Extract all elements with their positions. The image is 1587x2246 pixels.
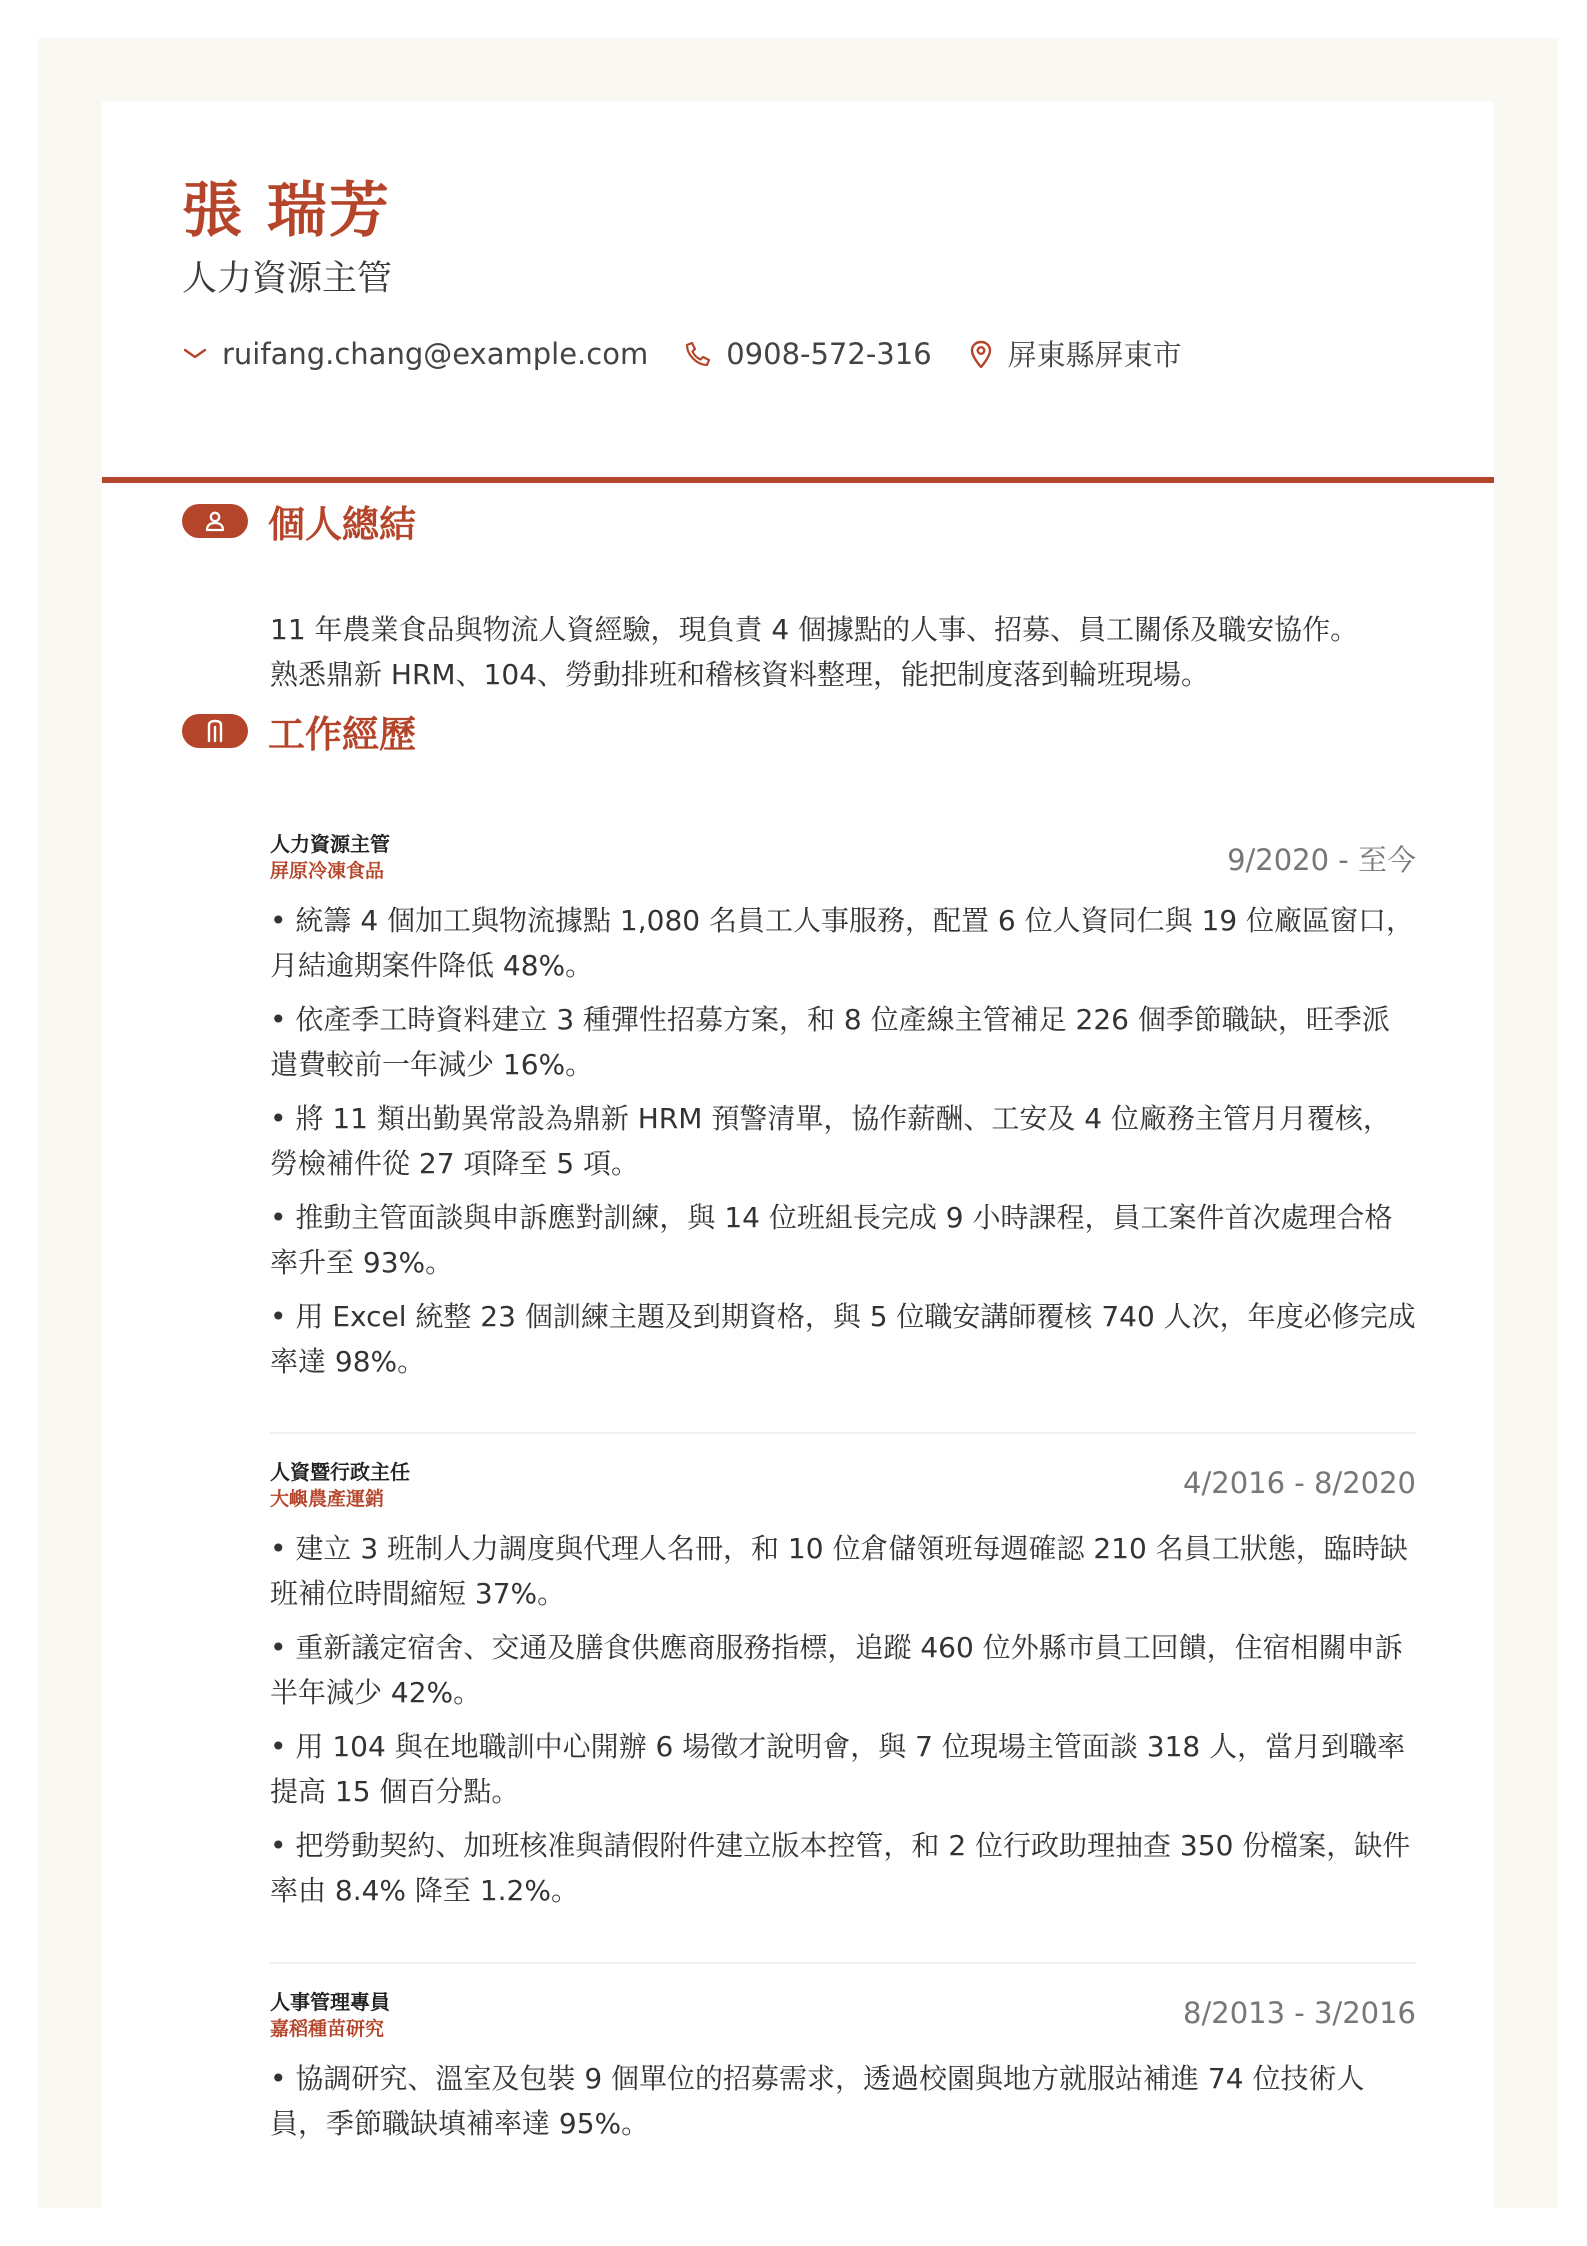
summary-text: 11 年農業食品與物流人資經驗，現負責 4 個據點的人事、招募、員工關係及職安協作。熟悉鼎新 HRM、104、勞動排班和稽核資料整理，能把制度落到輪班現場。 xyxy=(270,613,1359,691)
job-bullets xyxy=(270,1526,1416,1913)
job-bullet: • 用 104 與在地職訓中心開辦 6 場徵才說明會，與 7 位現場主管面談 318 人，當月到職率提高 15 個百分點。 xyxy=(270,1730,1406,1808)
contact-phone[interactable] xyxy=(684,337,931,371)
job-bullet: • 推動主管面談與申訴應對訓練，與 14 位班組長完成 9 小時課程，員工案件首次處理合格率升至 93%。 xyxy=(270,1201,1393,1279)
experience-badge xyxy=(182,714,248,748)
job-bullet: • 重新議定宿舍、交通及膳食供應商服務指標，追蹤 460 位外縣市員工回饋，住宿相關申訴半年減少 42%。 xyxy=(270,1631,1403,1709)
job-bullet: • 協調研究、溫室及包裝 9 個單位的招募需求，透過校園與地方就服站補進 74 位技術人員，季節職缺填補率達 95%。 xyxy=(270,2062,1365,2140)
job-title: 人事管理專員 xyxy=(270,1990,390,2014)
candidate-name: 張 瑞芳 xyxy=(182,176,391,246)
person-icon xyxy=(203,509,227,533)
email-icon xyxy=(182,341,208,367)
job-bullet: • 將 11 類出勤異常設為鼎新 HRM 預警清單，協作薪酬、工安及 4 位廠務主管月月覆核，勞檢補件從 27 項降至 5 項。 xyxy=(270,1102,1391,1180)
job-title: 人力資源主管 xyxy=(270,832,390,856)
contact-email[interactable] xyxy=(182,337,648,371)
job-bullets xyxy=(270,2056,1416,2146)
briefcase-icon xyxy=(204,719,226,743)
email-text[interactable]: ruifang.chang@example.com xyxy=(222,336,649,371)
phone-icon xyxy=(684,340,712,368)
job-bullet: • 建立 3 班制人力調度與代理人名冊，和 10 位倉儲領班每週確認 210 名員工狀態，臨時缺班補位時間縮短 37%。 xyxy=(270,1532,1408,1610)
experience-heading xyxy=(182,704,416,758)
job-company: 屏原冷凍食品 xyxy=(270,860,385,882)
location-text: 屏東縣屏東市 xyxy=(1007,338,1182,372)
summary-title: 個人總結 xyxy=(268,503,416,546)
job-entry xyxy=(270,1988,1416,2155)
job-company: 嘉稻種苗研究 xyxy=(270,2018,385,2040)
contact-location xyxy=(968,333,1182,374)
candidate-role: 人力資源主管 xyxy=(182,259,393,299)
job-bullets xyxy=(270,898,1416,1384)
job-dates: 9/2020 - 至今 xyxy=(1227,843,1416,877)
job-bullet: • 把勞動契約、加班核准與請假附件建立版本控管，和 2 位行政助理抽查 350 份檔案，缺件率由 8.4% 降至 1.2%。 xyxy=(270,1829,1411,1907)
job-entry xyxy=(270,830,1416,1393)
phone-text[interactable]: 0908-572-316 xyxy=(726,336,932,371)
job-title: 人資暨行政主任 xyxy=(270,1460,410,1484)
header-divider xyxy=(102,477,1494,483)
job-dates: 4/2016 - 8/2020 xyxy=(1183,1466,1416,1500)
job-dates: 8/2013 - 3/2016 xyxy=(1183,1996,1416,2030)
contact-bar xyxy=(182,333,1218,374)
location-icon xyxy=(968,339,994,369)
job-company: 大嶼農產運銷 xyxy=(270,1488,385,1510)
experience-title: 工作經歷 xyxy=(268,713,416,756)
job-bullet: • 用 Excel 統整 23 個訓練主題及到期資格，與 5 位職安講師覆核 740 人次，年度必修完成率達 98%。 xyxy=(270,1300,1416,1378)
job-divider xyxy=(270,1962,1416,1964)
page-background xyxy=(38,38,1558,2208)
job-bullet: • 統籌 4 個加工與物流據點 1,080 名員工人事服務，配置 6 位人資同仁與 19 位廠區窗口，月結逾期案件降低 48%。 xyxy=(270,904,1415,982)
job-divider xyxy=(270,1432,1416,1434)
job-entry xyxy=(270,1458,1416,1922)
summary-heading xyxy=(182,494,416,548)
job-bullet: • 依產季工時資料建立 3 種彈性招募方案，和 8 位產線主管補足 226 個季節職缺，旺季派遣費較前一年減少 16%。 xyxy=(270,1003,1390,1081)
summary-badge xyxy=(182,504,248,538)
resume-page xyxy=(102,101,1494,2208)
